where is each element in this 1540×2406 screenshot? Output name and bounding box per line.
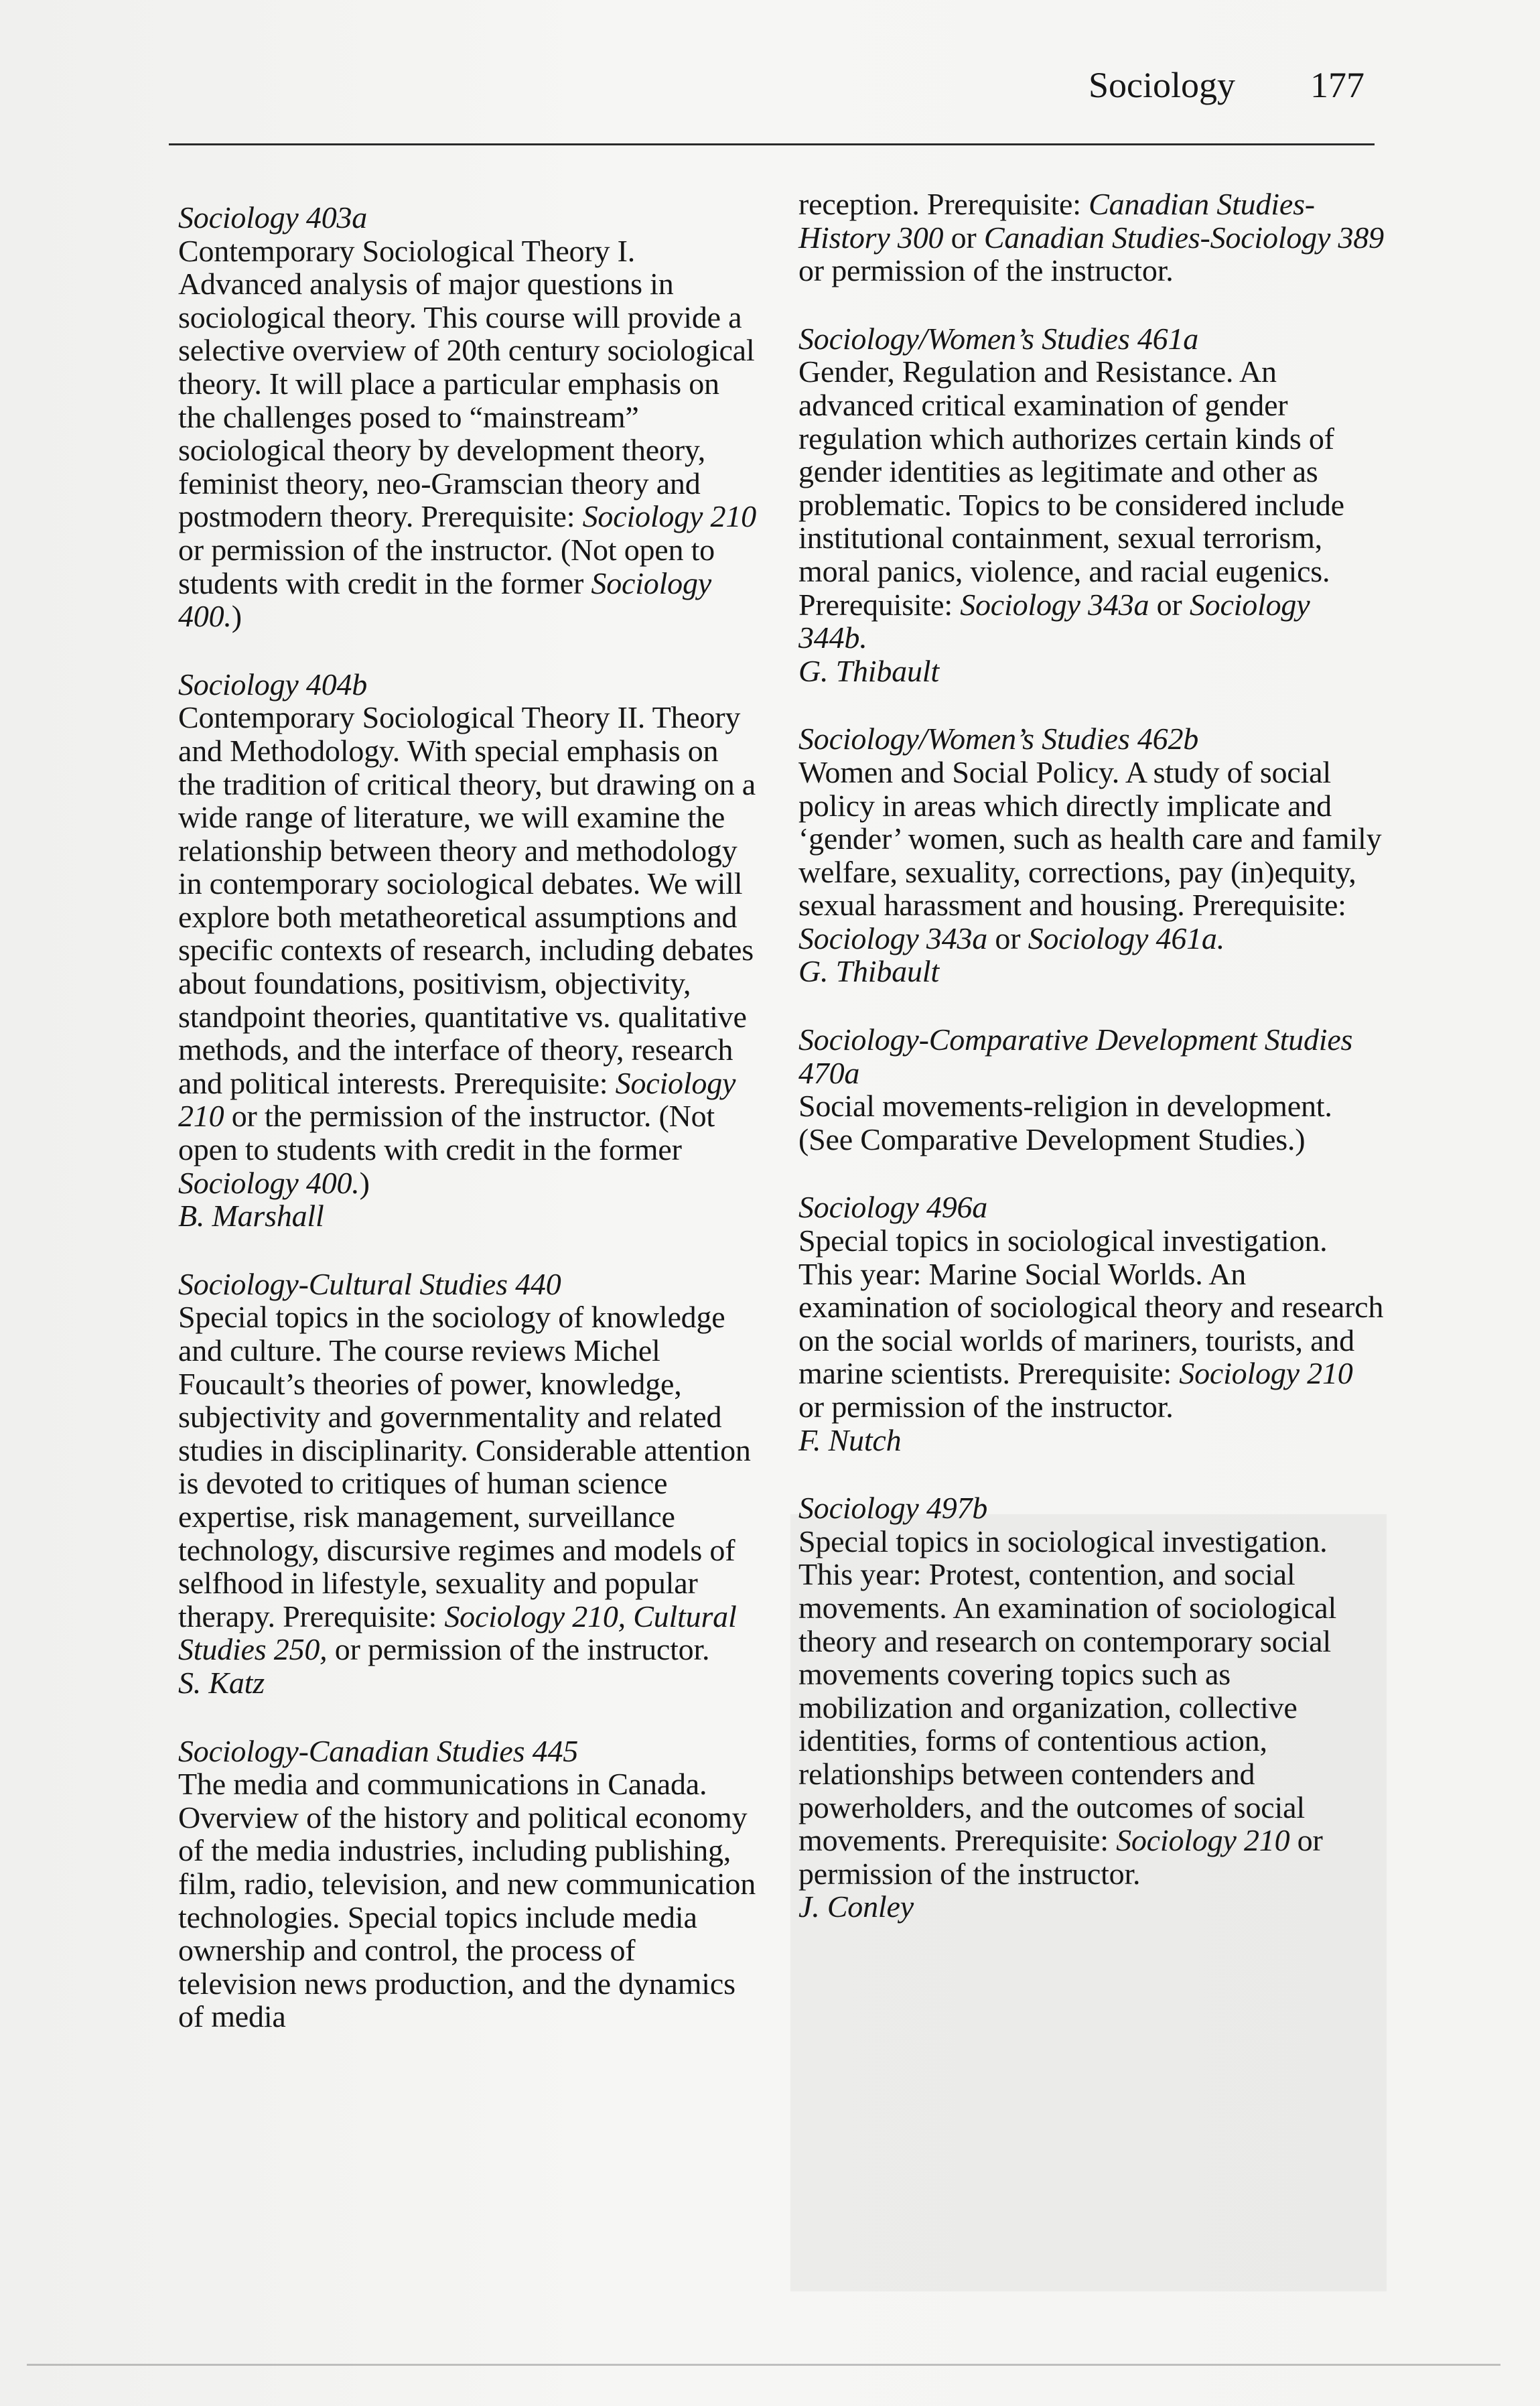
description-text: or permission of the instructor. (798, 1390, 1174, 1424)
description-text: or permission of the instructor. (Not open to students with credit in the former (178, 532, 715, 600)
course-entry (178, 668, 761, 1233)
course-description (178, 1300, 761, 1666)
course-entry-continuation (798, 188, 1385, 287)
course-instructor: B. Marshall (178, 1199, 324, 1233)
description-text: ) (231, 599, 242, 634)
description-text: Special topics in sociological investigation. This year: Marine Social Worlds. An examination of sociological theory and research on the social worlds of mariners, tourists, and marine scientists. Prerequisite: (798, 1223, 1384, 1391)
description-text: or (987, 921, 1028, 955)
course-entry (178, 201, 761, 633)
right-column (798, 188, 1385, 1958)
course-reference: Canadian Studies-Sociology 389 (983, 220, 1384, 255)
course-description (798, 1224, 1385, 1424)
description-text: ) (359, 1165, 370, 1200)
description-text: Gender, Regulation and Resistance. An advanced critical examination of gender regulation which authorizes certain kinds of gender identities as legitimate and other as problematic. Topics to be considered include institutional containment, sexual terrorism, moral panics, violence, and racial eugenics. Prerequisite: (798, 354, 1344, 622)
page-number: 177 (1310, 65, 1364, 105)
course-instructor: J. Conley (798, 1889, 914, 1924)
description-text: or the permission of the instructor. (Not open to students with credit in the former (178, 1099, 715, 1167)
description-text: Contemporary Sociological Theory I. Advanced analysis of major questions in sociological theory. This course will provide a selective overview of 20th century sociological theory. It will place a particular emphasis on the challenges posed to “mainstream” sociological theory by development theory, feminist theory, neo-Gramscian theory and postmodern theory. Prerequisite: (178, 233, 755, 534)
course-description (798, 355, 1385, 654)
course-entry (798, 322, 1385, 688)
course-reference: Sociology 210 (1116, 1823, 1290, 1858)
course-code: Sociology 496a (798, 1190, 988, 1225)
course-reference: Sociology 461a. (1028, 921, 1225, 955)
description-text: Women and Social Policy. A study of social policy in areas which directly implicate and ‘gender’ women, such as health care and family welfare, sexuality, corrections, pay (in)equity, sexual harassment and housing. Prerequisite: (798, 754, 1382, 923)
course-entry (178, 1735, 761, 2033)
scan-edge-line (27, 2364, 1500, 2366)
left-column (178, 201, 761, 2068)
course-reference: Sociology 344b. (798, 587, 1310, 655)
course-entry (798, 1491, 1385, 1924)
course-reference: Sociology 210 (1179, 1356, 1353, 1391)
description-text: Special topics in the sociology of knowledge and culture. The course reviews Michel Foucault’s theories of power, knowledge, subjectivity and governmentality and related studies in disciplinarity. Considerable attention is devoted to critiques of human science expertise, risk management, surveillance technology, discursive regimes and models of selfhood in lifestyle, sexuality and popular therapy. Prerequisite: (178, 1300, 751, 1633)
course-instructor: G. Thibault (798, 954, 939, 989)
course-code: Sociology 403a (178, 200, 368, 235)
course-reference: Sociology 210 (582, 499, 756, 534)
course-description (798, 188, 1385, 287)
description-text: Special topics in sociological investigation. This year: Protest, contention, and social movements. An examination of sociological theory and research on contemporary social movements covering topics such as mobilization and organization, collective identities, forms of contentious action, relationships between contenders and powerholders, and the outcomes of social movements. Prerequisite: (798, 1524, 1337, 1858)
description-text: The media and communications in Canada. Overview of the history and political economy of the media industries, including publishing, film, radio, television, and new communication technologies. Special topics include media ownership and control, the process of television news production, and the dynamics of media (178, 1767, 756, 2034)
course-description (178, 235, 761, 633)
course-description (178, 701, 761, 1199)
section-title: Sociology (1088, 65, 1235, 105)
course-code: Sociology/Women’s Studies 461a (798, 321, 1199, 356)
course-description (798, 1525, 1385, 1891)
description-text: or permission of the instructor. (327, 1632, 710, 1667)
course-reference: Sociology 343a (798, 921, 988, 955)
course-code: Sociology 404b (178, 667, 368, 701)
course-reference: Sociology 210 (178, 1065, 736, 1134)
course-entry (798, 1191, 1385, 1457)
course-reference: Sociology 400. (178, 1165, 360, 1200)
description-text: Social movements-religion in development. (See Comparative Development Studies.) (798, 1089, 1332, 1156)
course-instructor: F. Nutch (798, 1422, 902, 1457)
course-code: Sociology 497b (798, 1491, 988, 1526)
course-entry (798, 1023, 1385, 1156)
course-description (798, 756, 1385, 955)
description-text: Contemporary Sociological Theory II. Theory and Methodology. With special emphasis on the tradition of critical theory, but drawing on a wide range of literature, we will examine the relationship between theory and methodology in contemporary sociological debates. We will explore both metatheoretical assumptions and specific contexts of research, including debates about foundations, positivism, objectivity, standpoint theories, quantitative vs. qualitative methods, and the interface of theory, research and political interests. Prerequisite: (178, 700, 756, 1100)
header-rule (169, 143, 1375, 145)
course-code: Sociology/Women’s Studies 462b (798, 722, 1199, 756)
description-text: or (943, 220, 984, 255)
course-description (798, 1089, 1385, 1156)
course-entry (178, 1268, 761, 1700)
course-instructor: S. Katz (178, 1665, 265, 1700)
description-text: or permission of the instructor. (798, 253, 1174, 288)
running-head (1089, 62, 1364, 109)
course-code: Sociology-Cultural Studies 440 (178, 1266, 561, 1301)
course-reference: Sociology 343a (960, 587, 1149, 622)
course-code: Sociology-Comparative Development Studies 470a (798, 1022, 1353, 1090)
course-entry (798, 722, 1385, 988)
course-code: Sociology-Canadian Studies 445 (178, 1733, 579, 1768)
course-reference: Canadian Studies-History 300 (798, 187, 1315, 255)
course-description (178, 1767, 761, 2033)
course-reference: Sociology 210, Cultural Studies 250, (178, 1599, 737, 1667)
course-reference: Sociology 400. (178, 565, 712, 634)
description-text: or (1149, 587, 1190, 622)
course-instructor: G. Thibault (798, 653, 939, 688)
description-text: or permission of the instructor. (798, 1823, 1323, 1891)
description-text: reception. Prerequisite: (798, 187, 1089, 221)
